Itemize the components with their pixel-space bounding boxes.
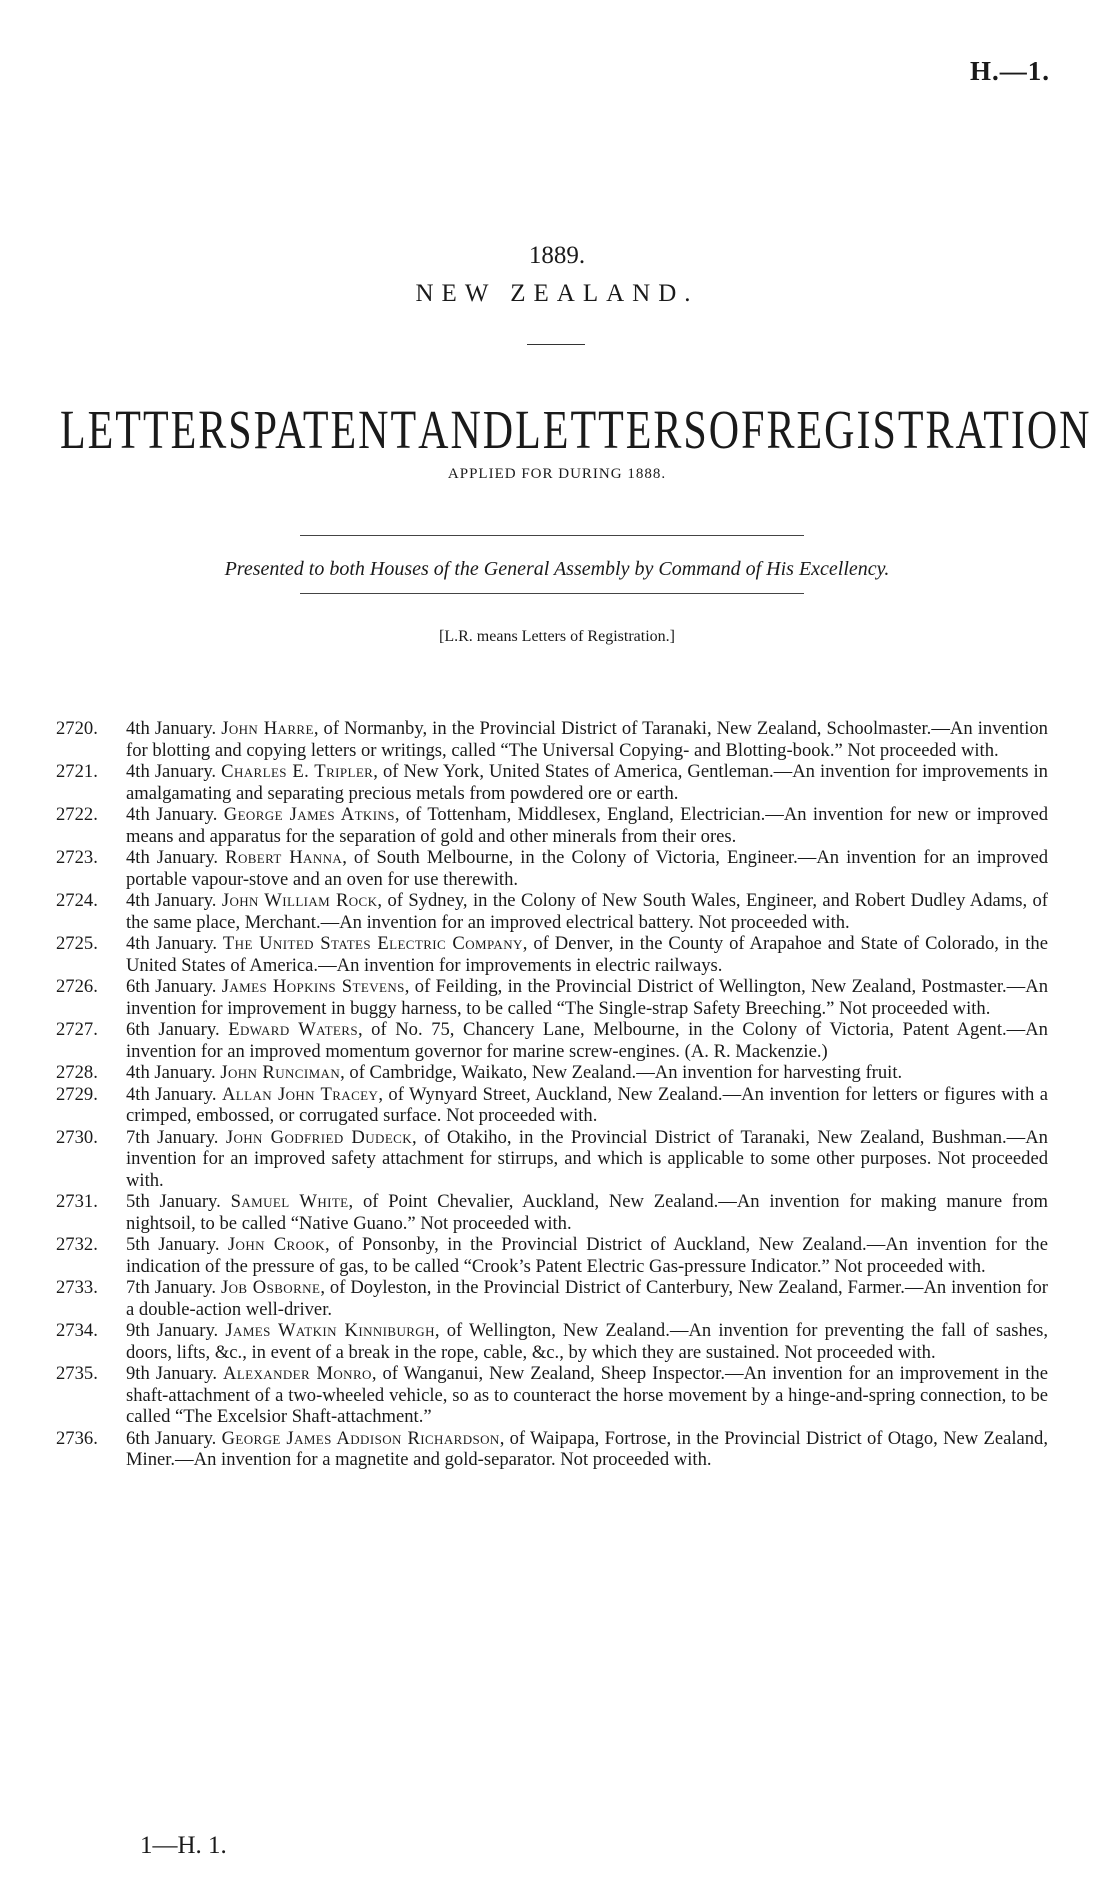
entry-number: 2726.	[56, 976, 98, 997]
patent-entry	[56, 847, 1048, 890]
entry-date: 9th January.	[126, 1320, 219, 1341]
entry-date: 6th January.	[126, 976, 217, 997]
applicant-name: John Runciman	[220, 1062, 341, 1083]
entry-number: 2730.	[56, 1126, 98, 1148]
entry-description: , of South Melbourne, in the Colony of Victoria, Engineer.—An invention for an improved portable vapour-stove and an oven for use therewith.	[126, 847, 1048, 890]
entry-date: 7th January.	[126, 1277, 216, 1298]
entry-description: , of Normanby, in the Provincial District of Taranaki, New Zealand, Schoolmaster.—An invention for blotting and copying letters or writings, called “The Universal Copying- and Blotting-book.” Not proceeded with.	[126, 718, 1048, 761]
entry-date: 6th January.	[126, 1019, 220, 1040]
entry-number: 2727.	[56, 1019, 98, 1040]
applicant-name: Charles E. Tripler	[221, 761, 374, 782]
patent-entry	[56, 1320, 1048, 1363]
entry-date: 4th January.	[126, 1083, 217, 1105]
applicant-name: The United States Electric Company	[222, 933, 523, 954]
document-country: NEW ZEALAND.	[415, 280, 699, 307]
entry-number: 2722.	[56, 804, 98, 825]
patent-entry	[56, 1191, 1048, 1234]
patent-entry	[56, 1363, 1048, 1428]
entry-number: 2733.	[56, 1277, 98, 1298]
lr-note: [L.R. means Letters of Registration.]	[439, 628, 675, 645]
entry-number: 2725.	[56, 933, 98, 954]
applicant-name: James Hopkins Stevens	[221, 976, 405, 997]
entry-description: , of No. 75, Chancery Lane, Melbourne, in the Colony of Victoria, Patent Agent.—An invention for an improved momentum governor for marine screw-engines. (A. R. Mackenzie.)	[126, 1019, 1048, 1062]
entry-description: , of Denver, in the County of Arapahoe and State of Colorado, in the United States of America.—An invention for improvements in electric railways.	[126, 933, 1048, 976]
patent-entry	[56, 1234, 1048, 1277]
printer-signature: 1—H. 1.	[140, 1832, 227, 1859]
title-word: PATENT	[253, 401, 419, 462]
presented-line: Presented to both Houses of the General Assembly by Command of His Excellency.	[224, 558, 890, 580]
applicant-name: John Crook	[227, 1234, 325, 1255]
entry-description: , of Otakiho, in the Provincial District of Taranaki, New Zealand, Bushman.—An invention for an improved safety attachment for stirrups, and which is applicable to some other purposes. Not proceeded with.	[126, 1126, 1048, 1191]
applicant-name: Job Osborne	[220, 1277, 321, 1298]
applicant-name: Allan John Tracey	[221, 1083, 379, 1105]
entry-number: 2732.	[56, 1234, 98, 1255]
patent-entry	[56, 1277, 1048, 1320]
patent-entry	[56, 718, 1048, 761]
patent-entry	[56, 1084, 1048, 1127]
entry-date: 9th January.	[126, 1363, 218, 1384]
document-subtitle: APPLIED FOR DURING 1888.	[447, 466, 667, 482]
patent-entry	[56, 761, 1048, 804]
entry-description: , of Sydney, in the Colony of New South Wales, Engineer, and Robert Dudley Adams, of the same place, Merchant.—An invention for an improved electrical battery. Not proceeded with.	[126, 890, 1048, 933]
applicant-name: John Godfried Dudeck	[225, 1126, 413, 1148]
entry-date: 4th January.	[126, 847, 219, 868]
entry-description: , of Doyleston, in the Provincial District of Canterbury, New Zealand, Farmer.—An invention for a double-action well-driver.	[126, 1277, 1048, 1320]
title-word: LETTERS	[515, 401, 709, 462]
patent-entry	[56, 933, 1048, 976]
applicant-name: Alexander Monro	[223, 1363, 372, 1384]
entry-description: , of Point Chevalier, Auckland, New Zealand.—An invention for making manure from nightsoil, to be called “Native Guano.” Not proceeded with.	[126, 1191, 1048, 1234]
entry-description: , of New York, United States of America, Gentleman.—An invention for improvements in amalgamating and separating precious metals from powdered ore or earth.	[126, 761, 1048, 804]
entry-number: 2731.	[56, 1191, 98, 1212]
entry-date: 4th January.	[126, 761, 217, 782]
entry-number: 2736.	[56, 1427, 98, 1449]
entry-date: 4th January.	[126, 1062, 216, 1083]
entry-description: , of Ponsonby, in the Provincial District of Auckland, New Zealand.—An invention for the indication of the pressure of gas, to be called “Crook’s Patent Electric Gas-pressure Indicator.” Not proceeded with.	[126, 1234, 1048, 1277]
entry-date: 4th January.	[126, 718, 217, 739]
applicant-name: Edward Waters	[228, 1019, 358, 1040]
page-reference: H.—1.	[969, 56, 1050, 86]
entry-description: , of Wynyard Street, Auckland, New Zealand.—An invention for letters or figures with a crimped, embossed, or corrugated surface. Not proceeded with.	[126, 1083, 1048, 1126]
entry-number: 2729.	[56, 1083, 98, 1105]
applicant-name: George James Atkins	[223, 804, 395, 825]
applicant-name: James Watkin Kinniburgh	[225, 1320, 435, 1341]
title-word: LETTERS	[60, 401, 254, 462]
patent-entry	[56, 976, 1048, 1019]
patent-entry-list	[56, 718, 1048, 1471]
title-word: REGISTRATION	[766, 401, 1092, 462]
document-year: 1889.	[528, 242, 586, 269]
title-ornament-rule	[527, 344, 585, 345]
patent-entry	[56, 1428, 1048, 1471]
entry-number: 2724.	[56, 890, 98, 911]
entry-date: 7th January.	[126, 1126, 219, 1148]
entry-date: 5th January.	[126, 1191, 221, 1212]
patent-entry	[56, 1127, 1048, 1192]
entry-description: , of Waipapa, Fortrose, in the Provincial District of Otago, New Zealand, Miner.—An invention for a magnetite and gold-separator. Not proceeded with.	[126, 1427, 1048, 1470]
applicant-name: John William Rock	[221, 890, 378, 911]
title-word: OF	[708, 401, 767, 462]
entry-number: 2720.	[56, 718, 98, 739]
entry-number: 2723.	[56, 847, 98, 868]
entry-number: 2728.	[56, 1062, 98, 1083]
entry-description: , of Cambridge, Waikato, New Zealand.—An invention for harvesting fruit.	[340, 1062, 903, 1083]
entry-description: , of Wellington, New Zealand.—An invention for preventing the fall of sashes, doors, lifts, &c., in event of a break in the rope, cable, &c., by which they are sustained. Not proceeded with.	[126, 1320, 1048, 1363]
entry-date: 5th January.	[126, 1234, 220, 1255]
entry-date: 4th January.	[126, 804, 218, 825]
entry-description: , of Wanganui, New Zealand, Sheep Inspector.—An invention for an improvement in the shaft-attachment of a two-wheeled vehicle, so as to counteract the horse movement by a hinge-and-spring connection, to be called “The Excelsior Shaft-attachment.”	[126, 1363, 1048, 1427]
patent-entry	[56, 804, 1048, 847]
entry-description: , of Feilding, in the Provincial District of Wellington, New Zealand, Postmaster.—An invention for improvement in buggy harness, to be called “The Single-strap Safety Breeching.” Not proceeded with.	[126, 976, 1048, 1019]
patent-entry	[56, 1019, 1048, 1062]
title-word: AND	[418, 401, 516, 462]
top-rule	[300, 535, 804, 536]
applicant-name: Robert Hanna	[225, 847, 343, 868]
document-title	[60, 400, 1092, 462]
patent-entry	[56, 1062, 1048, 1084]
applicant-name: Samuel White	[230, 1191, 349, 1212]
entry-description: , of Tottenham, Middlesex, England, Electrician.—An invention for new or improved means and apparatus for the separation of gold and other minerals from their ores.	[126, 804, 1048, 847]
entry-number: 2721.	[56, 761, 98, 782]
bottom-rule	[300, 593, 804, 594]
patent-entry	[56, 890, 1048, 933]
entry-date: 4th January.	[126, 933, 217, 954]
applicant-name: John Harre	[221, 718, 314, 739]
entry-number: 2734.	[56, 1320, 98, 1341]
entry-number: 2735.	[56, 1363, 98, 1384]
entry-date: 4th January.	[126, 890, 217, 911]
entry-date: 6th January.	[126, 1427, 217, 1449]
applicant-name: George James Addison Richardson	[221, 1427, 500, 1449]
